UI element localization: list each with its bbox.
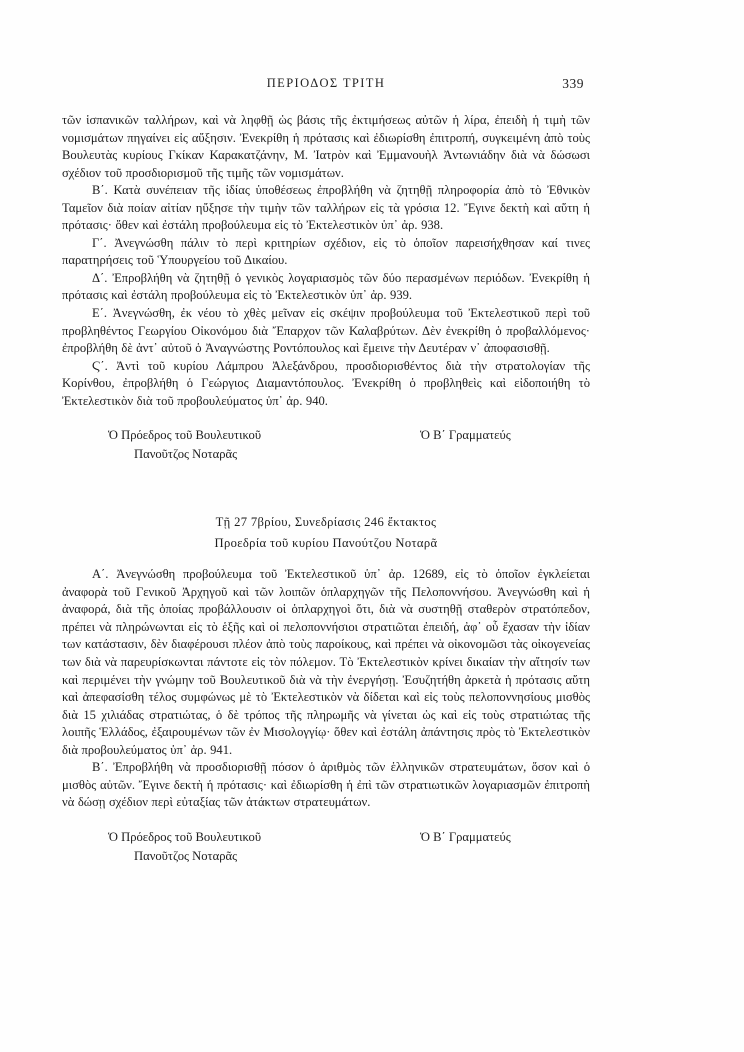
president-title: Ὁ Πρόεδρος τοῦ Βουλευτικοῦ [108,428,262,443]
president-name-2: Πανοῦτζος Νοταρᾶς [134,848,238,863]
page-number: 339 [562,76,584,91]
signature-block-session-one [62,426,590,468]
president-signature [108,426,261,464]
paragraph-item-e: Ε΄. Ἀνεγνώσθη, ἐκ νέου τὸ χθὲς μεῖναν εἰς σκέψιν προβούλευμα τοῦ Ἐκτελεστικοῦ περὶ τοῦ προβληθέντος Γεωργίου Οἰκονόμου διὰ Ἔπαρχον τῶν Καλαβρύτων. Δὲν ἐνεκρίθη ὁ προβαλλόμενος· ἐπροβλήθη δὲ ἀντ᾽ αὐτοῦ ὁ Ἀναγνώστης Ροντόπουλος καὶ ἔμεινε τὴν Δευτέραν ν᾽ ἀποφασισθῇ. [62,306,590,356]
paragraph-continuation: τῶν ἱσπανικῶν ταλλήρων, καὶ νὰ ληφθῇ ὡς βάσις τῆς ἐκτιμήσεως αὐτῶν ἡ λίρα, ἐπειδὴ ἡ τιμὴ τῶν νομισμάτων πηγαίνει εἰς αὔξησιν. Ἐνεκρίθη ἡ πρότασις καὶ ἐδιωρίσθη ἐπιτροπή, συγκειμένη ἀπὸ τοὺς Βουλευτὰς κυρίους Γκίκαν Καρακατζάνην, Μ. Ἰατρὸν καὶ Ἐμμανουὴλ Ἀντωνιάδην διὰ νὰ δώσωσι σχέδιον τοῦ προσδιορισμοῦ τῆς τιμῆς τῶν νομισμάτων. [62,113,590,180]
paragraph-item-st: Ϛ΄. Ἀντὶ τοῦ κυρίου Λάμπρου Ἀλεξάνδρου, προσδιορισθέντος διὰ τὴν στρατολογίαν τῆς Κορίνθου, ἐπροβλήθη ὁ Γεώργιος Διαμαντόπουλος. Ἐνεκρίθη ὁ προβληθεὶς καὶ εἰδοποιήθη τὸ Ἐκτελεστικὸν διὰ τοῦ προβουλεύματος ὑπ᾽ ἀρ. 940. [62,358,590,408]
session-date-line: Τῇ 27 7βρίου, Συνεδρίασις 246 ἔκτακτος [215,515,437,530]
secretary-signature-2: Ὁ Β΄ Γραμματεύς [420,829,511,844]
session-presidency-line: Προεδρία τοῦ κυρίου Πανούτζου Νοταρᾶ [214,536,438,551]
president-title-2: Ὁ Πρόεδρος τοῦ Βουλευτικοῦ [108,829,262,844]
paragraph-item-b: Β΄. Κατὰ συνέπειαν τῆς ἰδίας ὑποθέσεως ἐπροβλήθη νὰ ζητηθῇ πληροφορία ἀπὸ τὸ Ἐθνικὸν Ταμεῖον διὰ ποίαν αἰτίαν ηὔξησε τὴν τιμὴν τῶν ταλλήρων εἰς τὰ γρόσια 12. Ἔγινε δεκτὴ καὶ αὕτη ἡ πρότασις· ὅθεν καὶ ἐστάλη προβούλευμα εἰς τὸ Ἐκτελεστικὸν ὑπ᾽ ἀρ. 938. [62,183,590,233]
text-column [62,112,590,870]
paragraph-item-g: Γ΄. Ἀνεγνώσθη πάλιν τὸ περὶ κριτηρίων σχέδιον, εἰς τὸ ὁποῖον παρεισήχθησαν καί τινες παρατηρήσεις τοῦ Ὑπουργείου τοῦ Δικαίου. [62,235,590,268]
president-name: Πανοῦτζος Νοταρᾶς [134,447,238,462]
secretary-signature: Ὁ Β΄ Γραμματεύς [420,428,511,443]
paragraph-item-d: Δ΄. Ἐπροβλήθη νὰ ζητηθῇ ὁ γενικὸς λογαριασμὸς τῶν δύο περασμένων περιόδων. Ἐνεκρίθη ἡ πρότασις καὶ ἐστάλη προβούλευμα εἰς τὸ Ἐκτελεστικὸν ὑπ᾽ ἀρ. 939. [62,270,590,303]
paragraph-item-a: Α΄. Ἀνεγνώσθη προβούλευμα τοῦ Ἐκτελεστικοῦ ὑπ᾽ ἀρ. 12689, εἰς τὸ ὁποῖον ἐγκλείεται ἀναφορὰ τοῦ Γενικοῦ Ἀρχηγοῦ καὶ τῶν λοιπῶν ὁπλαρχηγῶν τῆς Πελοποννήσου. Ἀνεγνώσθη καὶ ἡ ἀναφορά, διὰ τῆς ὁποίας προβάλλουσιν οἱ ὁπλαρχηγοὶ ὅτι, διὰ νὰ συστηθῇ σταθερὸν στρατόπεδον, πρέπει νὰ πληρώνωνται εἰς τὸ ἑξῆς καὶ οἱ πελοποννήσιοι στρατιῶται ἐπειδή, ἀφ᾽ οὗ ἔχασαν τὴν ἰδίαν των κατάστασιν, δὲν διαφέρουσι πλέον ἀπὸ τοὺς παροίκους, καὶ πρέπει νὰ οἰκονομῶσι τὰς οἰκογενείας των διὰ νὰ παρευρίσκωνται πάντοτε εἰς τὸν πόλεμον. Τὸ Ἐκτελεστικὸν κρίνει δικαίαν τὴν αἴτησίν των καὶ περιμένει τὴν γνώμην τοῦ Βουλευτικοῦ διὰ νὰ τὴν ἐνεργήσῃ. Ἐσυζητήθη ἀρκετὰ ἡ πρότασις αὕτη καὶ ἀπεφασίσθη τέλος συμφώνως μὲ τὸ Ἐκτελεστικὸν νὰ δίδεται καὶ εἰς τοὺς πελοποννησίους μισθὸς διὰ 15 χιλιάδας στρατιώτας, ὁ δὲ τρόπος τῆς πληρωμῆς νὰ γίνεται ὡς καὶ εἰς τοὺς στρατιώτας τῆς λοιπῆς Ἑλλάδος, ἐξαιρουμένων τῶν ἐν Μισολογγίῳ· ὅθεν καὶ ἐστάλη ἀπάντησις πρὸς τὸ Ἐκτελεστικὸν διὰ προβουλεύματος ὑπ᾽ ἀρ. 941. [62,567,590,757]
signature-block-session-two [62,828,590,870]
running-head-title: ΠΕΡΙΟΔΟΣ ΤΡΙΤΗ [266,76,386,90]
running-head [62,76,590,96]
president-signature-2 [108,828,261,866]
session-heading [62,512,590,554]
heading-spacer [62,554,590,566]
paragraph-item-b2: Β΄. Ἐπροβλήθη νὰ προσδιορισθῇ πόσον ὁ ἀριθμὸς τῶν ἑλληνικῶν στρατευμάτων, ὅσον καὶ ὁ μισθὸς αὐτῶν. Ἔγινε δεκτὴ ἡ πρότασις· καὶ ἐδιωρίσθη ἡ ἐπὶ τῶν στρατιωτικῶν λογαριασμῶν ἐπιτροπὴ νὰ δώσῃ σχέδιον περὶ εὐταξίας τῶν ἀτάκτων στρατευμάτων. [62,760,590,810]
